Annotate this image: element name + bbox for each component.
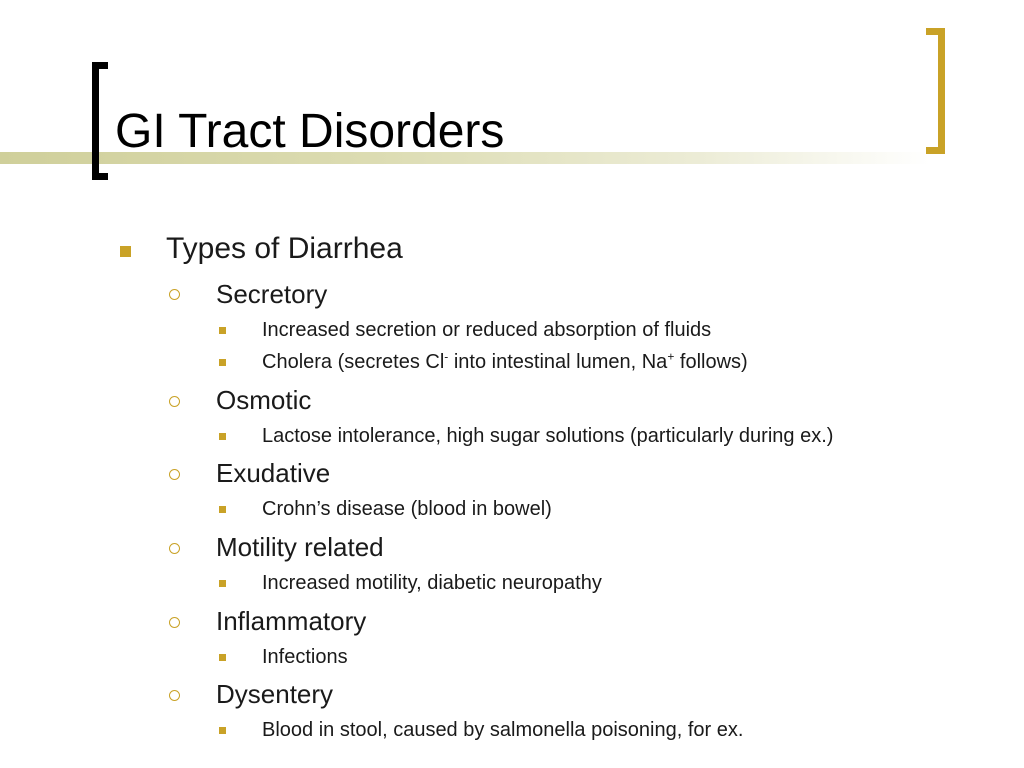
detail-item: Blood in stool, caused by salmonella poisoning, for ex.	[262, 719, 744, 741]
detail-item: Increased secretion or reduced absorption of fluids	[262, 319, 712, 341]
ring-bullet-icon	[169, 396, 180, 407]
ring-bullet-icon	[169, 469, 180, 480]
type-motility: Motility related	[216, 532, 384, 562]
detail-item-cholera	[262, 350, 748, 374]
right-bracket-decoration	[926, 28, 945, 154]
type-secretory: Secretory	[216, 279, 328, 309]
small-square-bullet-icon	[219, 506, 226, 513]
small-square-bullet-icon	[219, 359, 226, 366]
ring-bullet-icon	[169, 690, 180, 701]
topic-heading: Types of Diarrhea	[166, 232, 403, 265]
small-square-bullet-icon	[219, 433, 226, 440]
small-square-bullet-icon	[219, 727, 226, 734]
small-square-bullet-icon	[219, 654, 226, 661]
cholera-text-b: into intestinal lumen, Na	[448, 351, 668, 373]
small-square-bullet-icon	[219, 327, 226, 334]
type-exudative: Exudative	[216, 458, 331, 488]
type-inflammatory: Inflammatory	[216, 606, 367, 636]
left-bracket-decoration	[92, 62, 108, 180]
small-square-bullet-icon	[219, 580, 226, 587]
square-bullet-icon	[120, 246, 131, 257]
detail-item: Infections	[262, 646, 348, 668]
chloride-charge: -	[444, 349, 449, 364]
ring-bullet-icon	[169, 289, 180, 300]
detail-item: Increased motility, diabetic neuropathy	[262, 572, 602, 594]
cholera-text-c: follows)	[674, 351, 748, 373]
slide-title: GI Tract Disorders	[115, 105, 505, 158]
sodium-charge: +	[667, 349, 675, 364]
cholera-text-a: Cholera (secretes Cl	[262, 351, 445, 373]
ring-bullet-icon	[169, 617, 180, 628]
type-osmotic: Osmotic	[216, 385, 312, 415]
detail-item: Crohn’s disease (blood in bowel)	[262, 498, 552, 520]
ring-bullet-icon	[169, 543, 180, 554]
type-dysentery: Dysentery	[216, 679, 334, 709]
detail-item: Lactose intolerance, high sugar solutions (particularly during ex.)	[262, 425, 834, 447]
